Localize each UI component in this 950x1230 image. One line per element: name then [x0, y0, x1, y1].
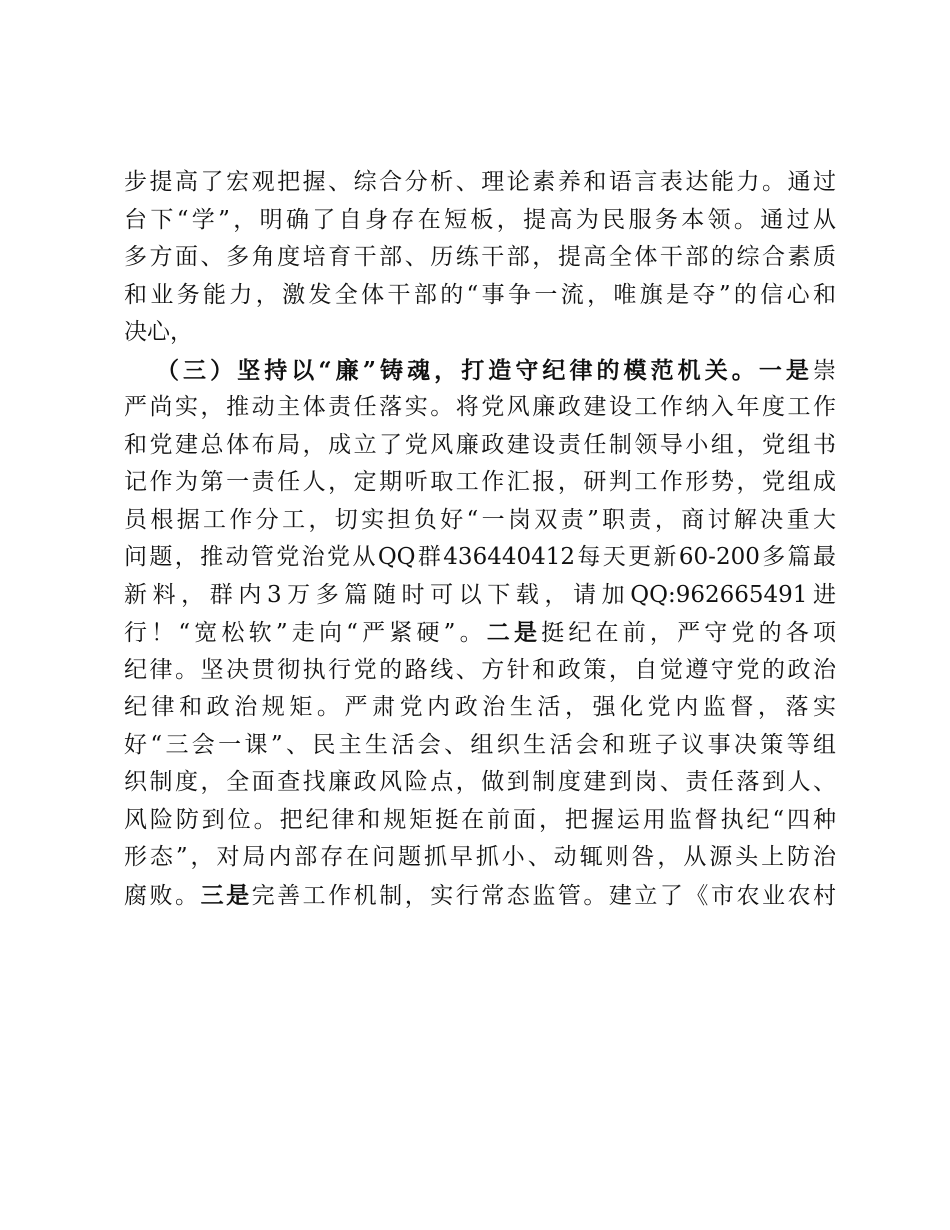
text-line	[124, 314, 836, 352]
text-line	[124, 277, 836, 315]
text-segment: 员根据工作分工，切实担负好“一岗双责”职责，商讨解决重大	[124, 506, 836, 533]
emphasis-marker: 三是	[200, 881, 252, 909]
text-segment: 形态”，对局内部存在问题抓早抓小、动辄则咎，从源头上防治	[124, 844, 836, 870]
text-line	[124, 764, 836, 802]
text-line	[124, 464, 836, 502]
text-line	[124, 727, 836, 765]
text-segment: 多方面、多角度培育干部、历练干部，提高全体干部的综合素质	[124, 244, 836, 270]
text-line	[124, 577, 836, 615]
text-segment: 风险防到位。把纪律和规矩挺在前面，把握运用监督执纪“四种	[124, 806, 836, 833]
text-segment: 纪律。坚决贯彻执行党的路线、方针和政策，自觉遵守党的政治	[124, 656, 836, 683]
text-line	[124, 689, 836, 727]
text-line	[124, 202, 836, 240]
text-segment: 挺纪在前，严守党的各项	[541, 620, 837, 646]
text-segment: 步提高了宏观把握、综合分析、理论素养和语言表达能力。通过	[124, 169, 836, 195]
text-segment: 记作为第一责任人，定期听取工作汇报，研判工作形势，党组成	[124, 469, 836, 495]
text-segment: 和党建总体布局，成立了党风廉政建设责任制领导小组，党组书	[124, 431, 836, 458]
text-line	[124, 164, 836, 202]
text-segment: 好“三会一课”、民主生活会、组织生活会和班子议事决策等组	[124, 731, 836, 758]
text-segment: 严尚实，推动主体责任落实。将党风廉政建设工作纳入年度工作	[124, 394, 836, 420]
section-heading: （三）坚持以“廉”铸魂，打造守纪律的模范机关。一是	[156, 356, 813, 384]
text-segment: 纪律和政治规矩。严肃党内政治生活，强化党内监督，落实	[124, 694, 836, 720]
text-line	[124, 427, 836, 465]
text-segment: 行！“宽松软”走向“严紧硬”。	[124, 620, 487, 646]
text-line	[124, 539, 836, 577]
text-line	[124, 389, 836, 427]
emphasis-marker: 二是	[486, 619, 542, 646]
text-line	[124, 802, 836, 840]
text-segment: 新料，群内3万多篇随时可以下载，请加QQ:962665491进	[124, 581, 836, 608]
text-line	[124, 839, 836, 877]
text-segment: 腐败。	[124, 882, 201, 909]
text-segment: 崇	[813, 357, 836, 384]
document-body	[124, 164, 836, 914]
text-line	[124, 877, 836, 915]
text-line	[124, 652, 836, 690]
text-segment: 台下“学”，明确了自身存在短板，提高为民服务本领。通过从	[124, 206, 836, 233]
text-line	[124, 502, 836, 540]
text-line	[124, 614, 836, 652]
text-segment: 决心，	[124, 319, 193, 345]
text-segment: 和业务能力，激发全体干部的“事争一流，唯旗是夺”的信心和	[124, 281, 836, 308]
section-heading-line	[124, 352, 836, 390]
text-segment: 问题，推动管党治党从QQ群436440412每天更新60-200多篇最	[124, 544, 836, 570]
text-line	[124, 239, 836, 277]
text-segment: 织制度，全面查找廉政风险点，做到制度建到岗、责任落到人、	[124, 769, 836, 795]
text-segment: 完善工作机制，实行常态监管。建立了《市农业农村	[251, 882, 837, 909]
